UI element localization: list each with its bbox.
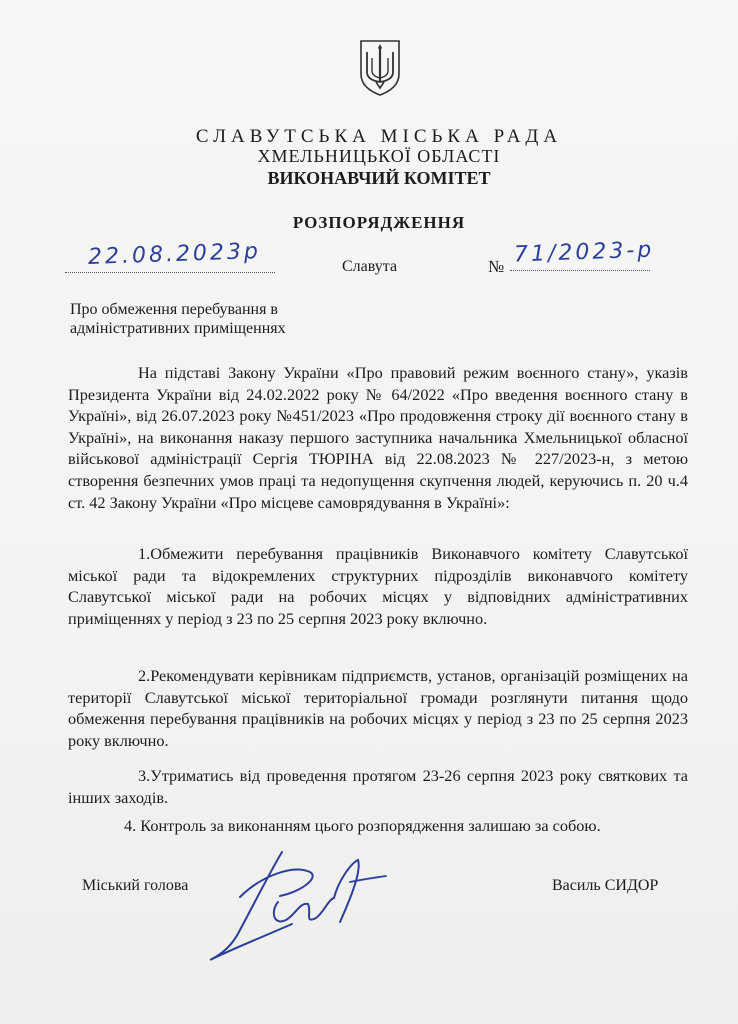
order-item-2: 2.Рекомендувати керівникам підприємств, установ, організацій розміщених на території Славутської міської територіальної громади розглянути питання щодо обмеження перебування працівників на робочих місцях у період з 23 по 25 серпня 2023 року включно. [68,666,688,750]
number-underline [510,270,650,271]
city-name: Славута [342,258,398,275]
number-sign: № [488,257,505,276]
preamble-paragraph: На підставі Закону України «Про правовий режим воєнного стану», указів Президента України від 24.02.2022 року № 64/2022 «Про введення воєнного стану в Україні», від 26.07.2023 року №451/2023 «Про продовження строку дії воєнного стану в Україні», на виконання наказу першого заступника начальника Хмельницької обласної військової адміністрації Сергія ТЮРІНА від 22.08.2023 № 227/2023-н, з метою створення безпечних умов праці та недопущення скупчення людей, керуючись п. 20 ч.4 ст. 42 Закону України «Про місцеве самоврядування в Україні»: [68,363,688,512]
order-item-1: 1.Обмежити перебування працівників Виконавчого комітету Славутської міської ради та відокремлених структурних підрозділів виконавчого комітету Славутської міської ради на робочих місцях у відповідних адміністративних приміщеннях у період з 23 по 25 серпня 2023 року включно. [68,544,688,628]
signatory-position: Міський голова [82,877,189,894]
handwritten-signature [200,842,390,967]
council-name: СЛАВУТСЬКА МІСЬКА РАДА [195,126,563,147]
date-underline [65,272,275,273]
handwritten-number: 71/2023-р [513,237,655,268]
committee-name: ВИКОНАВЧИЙ КОМІТЕТ [267,168,491,188]
region-name: ХМЕЛЬНИЦЬКОЇ ОБЛАСТІ [257,146,501,166]
signatory-name: Василь СИДОР [552,877,659,894]
order-item-3: 3.Утриматись від проведення протягом 23-26 серпня 2023 року святкових та інших заходів. [68,766,688,807]
document-subject: Про обмеження перебування в адміністративних приміщеннях [70,301,286,337]
document-type: РОЗПОРЯДЖЕННЯ [292,213,466,232]
handwritten-date: 22.08.2023р [87,238,262,271]
order-item-4: 4. Контроль за виконанням цього розпорядження залишаю за собою. [124,816,601,835]
coat-of-arms-emblem [358,38,402,98]
